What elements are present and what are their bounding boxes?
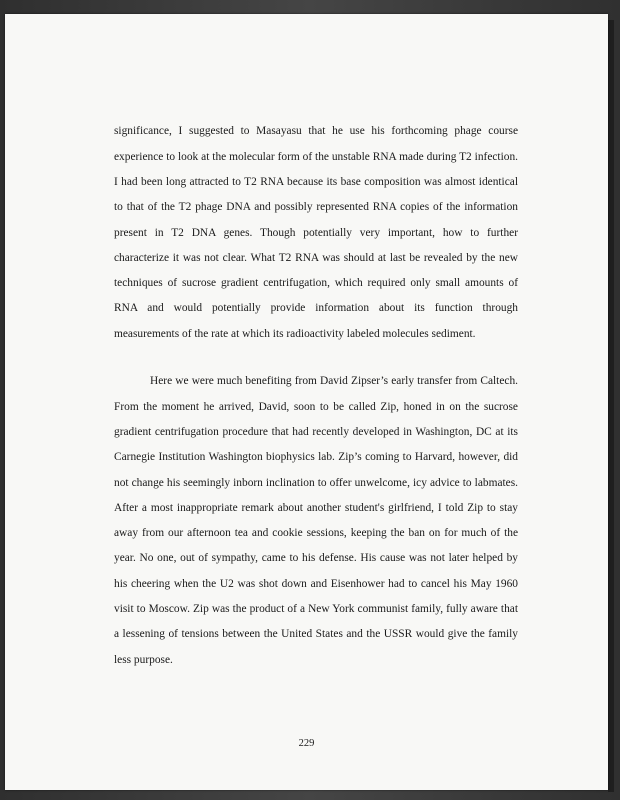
paragraph-2: Here we were much benefiting from David Zipser’s early transfer from Caltech. From the moment he arrived, David, soon to be called Zip, honed in on the sucrose gradient centrifugation procedure that had recently developed in Washington, DC at its Carnegie Institution Washington biophysics lab. Zip’s coming to Harvard, however, did not change his seemingly inborn inclination to offer unwelcome, icy advice to labmates. After a most inappropriate remark about another student's girlfriend, I told Zip to stay away from our afternoon tea and cookie sessions, keeping the ban on for much of the year. No one, out of sympathy, came to his defense. His cause was not later helped by his cheering when the U2 was shot down and Eisenhower had to cancel his May 1960 visit to Moscow. Zip was the product of a New York communist family, fully aware that a lessening of tensions between the United States and the USSR would give the family less purpose. xyxy=(114,375,518,666)
page-number: 229 xyxy=(298,738,315,749)
document-page xyxy=(5,14,608,790)
page-edge-shadow xyxy=(608,20,614,792)
paragraph-1: significance, I suggested to Masayasu that he use his forthcoming phage course experience to look at the molecular form of the unstable RNA made during T2 infection. I had been long attracted to T2 RNA because its base composition was almost identical to that of the T2 phage DNA and possibly represented RNA copies of the information present in T2 DNA genes. Though potentially very important, how to further characterize it was not clear. What T2 RNA was should at last be revealed by the new techniques of sucrose gradient centrifugation, which required only small amounts of RNA and would potentially provide information about its function through measurements of the rate at which its radioactivity labeled molecules sediment. xyxy=(114,125,518,340)
